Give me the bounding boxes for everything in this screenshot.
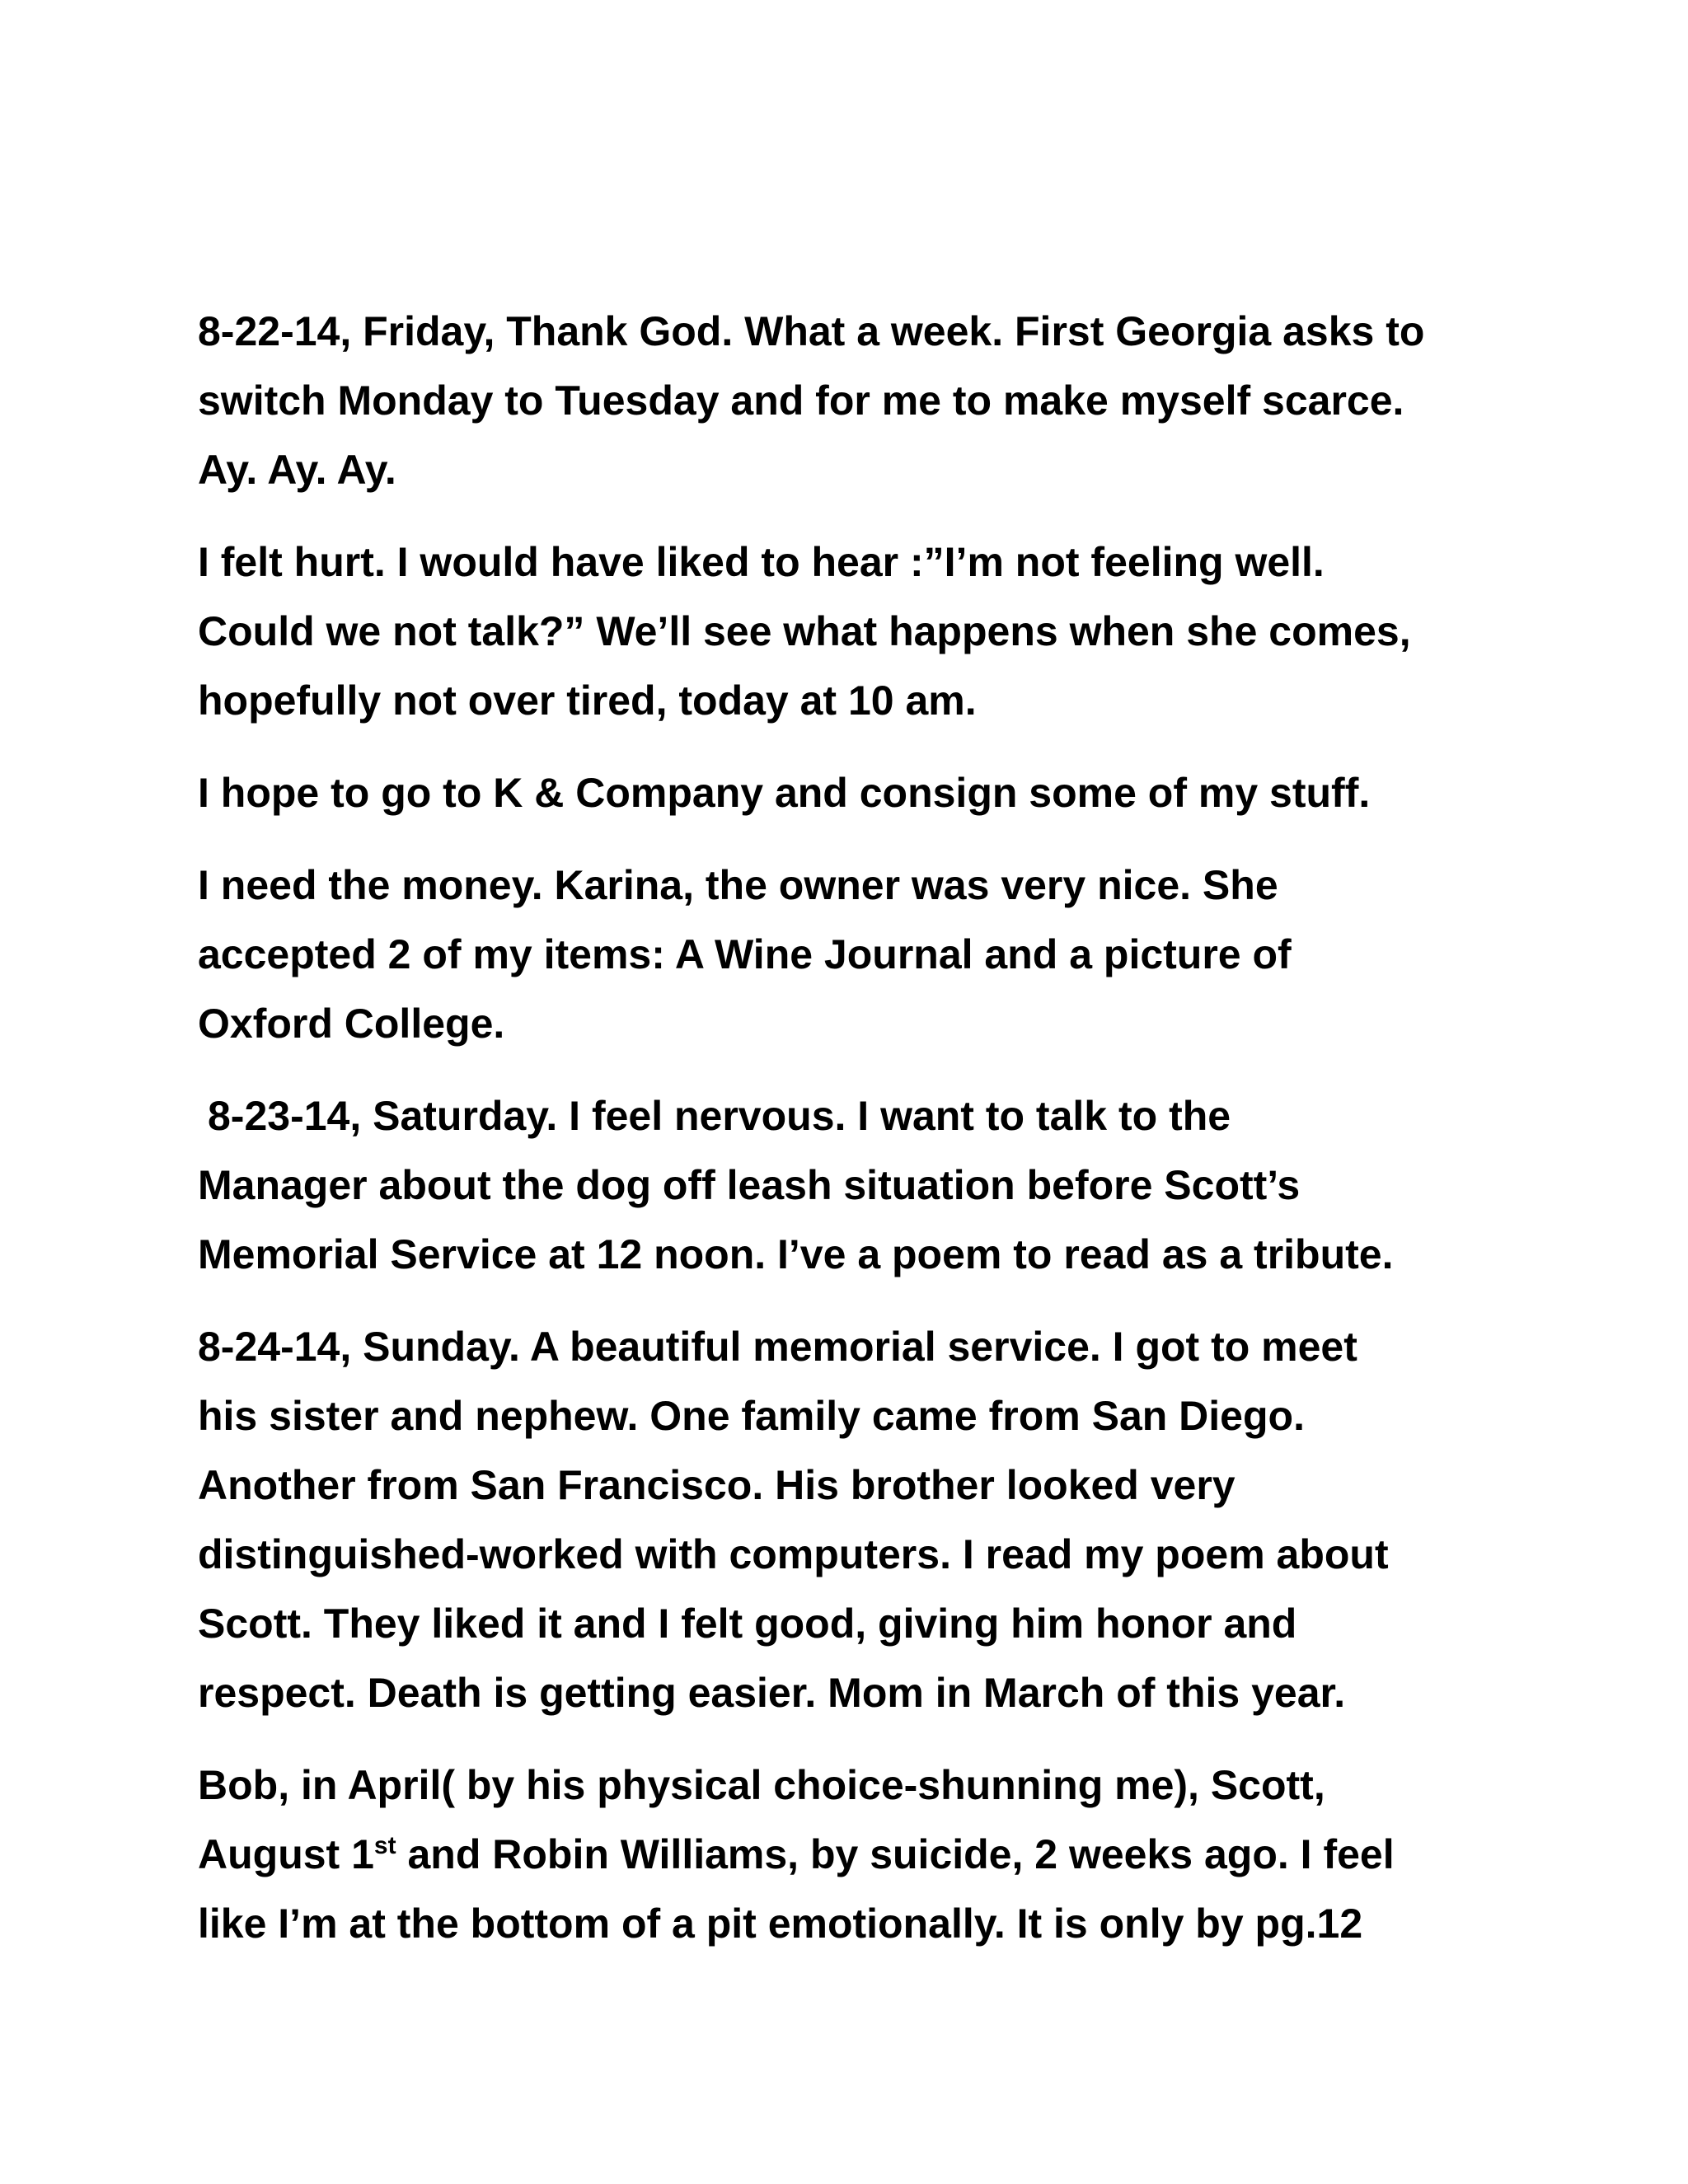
ordinal-superscript: st (373, 1832, 396, 1859)
text-line: hopefully not over tired, today at 10 am. (198, 677, 977, 724)
text-line: Scott. They liked it and I felt good, giving him honor and (198, 1601, 1297, 1647)
text-fragment: August 1 (198, 1831, 374, 1877)
text-line: 8-22-14, Friday, Thank God. What a week. First Georgia asks to (198, 308, 1425, 354)
text-line: I felt hurt. I would have liked to hear :”I’m not feeling well. (198, 539, 1325, 585)
text-line-with-page-number: like I’m at the bottom of a pit emotionally. It is only by pg.12 (198, 1900, 1363, 1947)
text-line: 8-23-14, Saturday. I feel nervous. I want to talk to the (208, 1093, 1231, 1139)
text-line: I need the money. Karina, the owner was very nice. She (198, 862, 1278, 908)
text-line: accepted 2 of my items: A Wine Journal and a picture of (198, 931, 1292, 977)
text-line: his sister and nephew. One family came from San Diego. (198, 1393, 1305, 1439)
text-line: I hope to go to K & Company and consign some of my stuff. (198, 770, 1371, 816)
entry-8-23-14 (198, 1081, 1517, 1289)
text-line: 8-24-14, Sunday. A beautiful memorial service. I got to meet (198, 1324, 1357, 1370)
journal-text (198, 297, 1517, 1981)
text-line (198, 1820, 1517, 1889)
text-line: Another from San Francisco. His brother looked very (198, 1462, 1236, 1508)
paragraph-felt-hurt (198, 527, 1517, 735)
paragraph-money (198, 851, 1517, 1058)
text-fragment: and Robin Williams, by suicide, 2 weeks ago. I feel (396, 1831, 1395, 1877)
text-line: Oxford College. (198, 1001, 505, 1047)
text-line: Could we not talk?” We’ll see what happens when she comes, (198, 608, 1411, 654)
text-line: Bob, in April( by his physical choice-shunning me), Scott, (198, 1762, 1325, 1808)
paragraph-consign (198, 758, 1517, 827)
entry-8-22-14 (198, 297, 1517, 504)
text-line: switch Monday to Tuesday and for me to make myself scarce. (198, 377, 1404, 424)
text-line: Memorial Service at 12 noon. I’ve a poem to read as a tribute. (198, 1231, 1394, 1277)
paragraph-losses (198, 1750, 1517, 1958)
text-line: Ay. Ay. Ay. (198, 447, 396, 493)
text-line: Manager about the dog off leash situation before Scott’s (198, 1162, 1301, 1208)
text-line: respect. Death is getting easier. Mom in March of this year. (198, 1670, 1346, 1716)
text-line: distinguished-worked with computers. I read my poem about (198, 1531, 1389, 1577)
entry-8-24-14 (198, 1312, 1517, 1727)
